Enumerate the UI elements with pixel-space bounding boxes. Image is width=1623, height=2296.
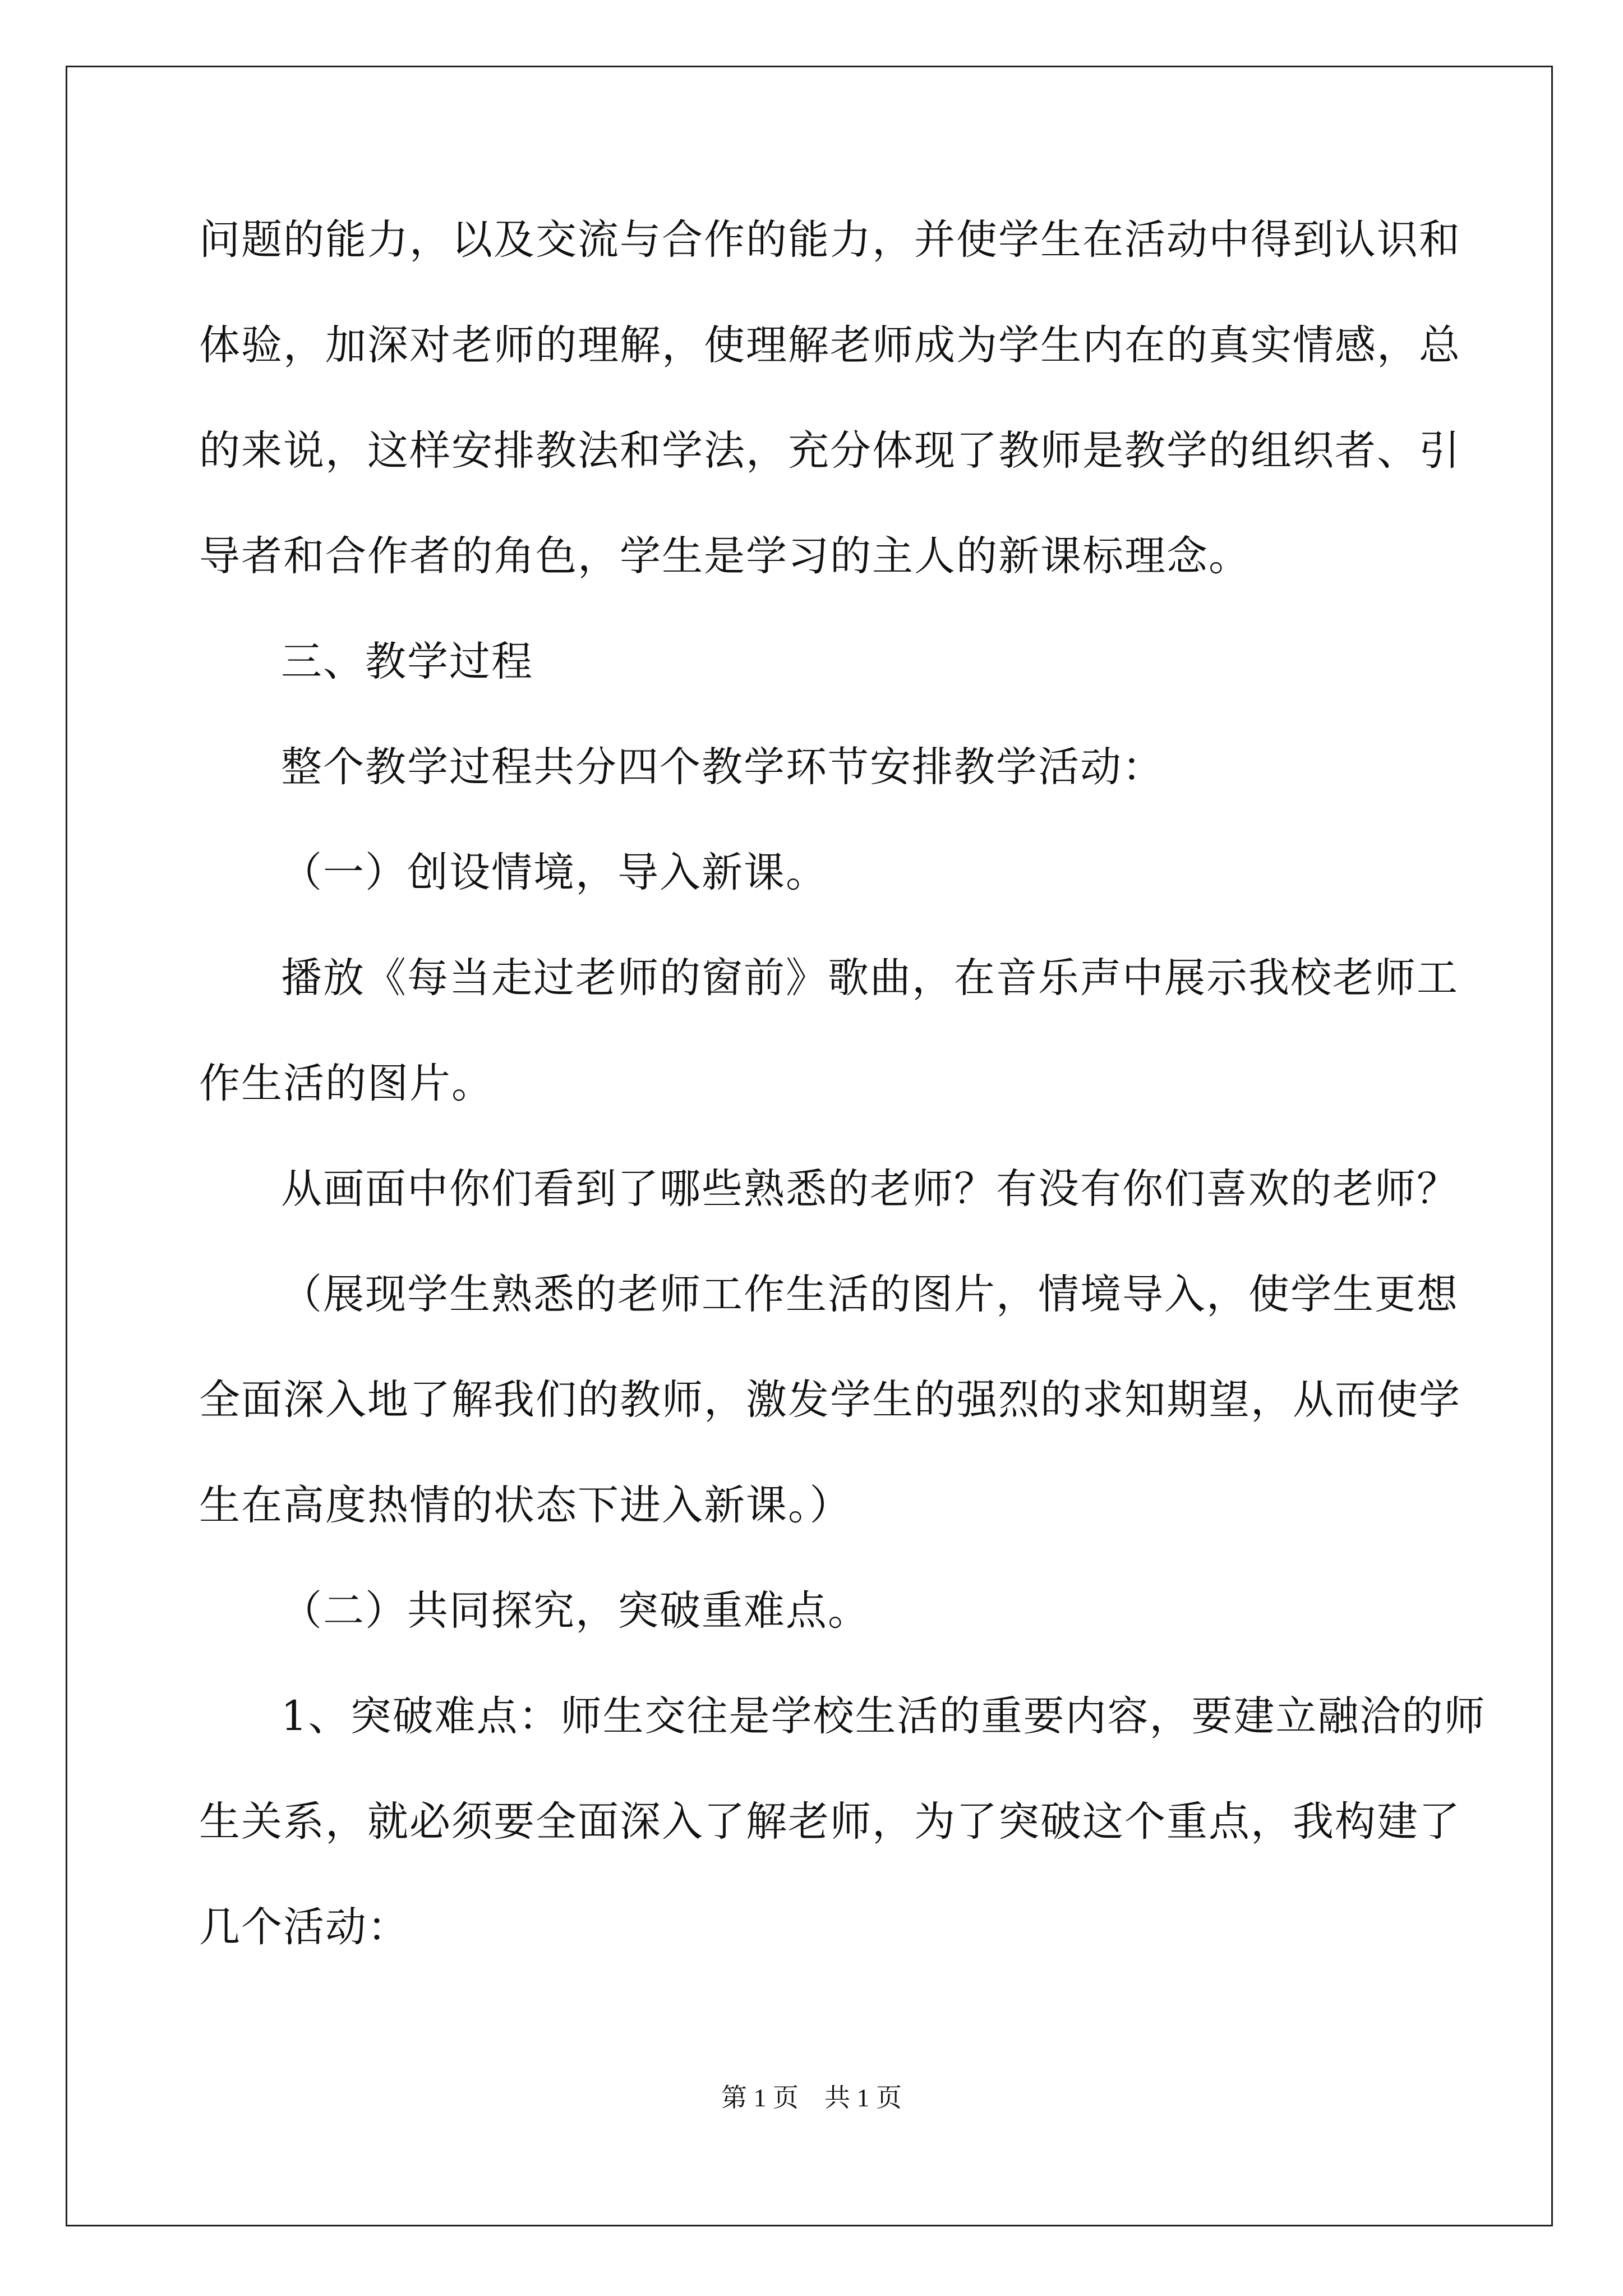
text-line-10: 从画面中你们看到了哪些熟悉的老师？有没有你们喜欢的老师？ xyxy=(281,1165,1459,1213)
text-line-15: 1、突破难点：师生交往是学校生活的重要内容，要建立融洽的师 xyxy=(281,1692,1486,1740)
text-line-9: 作生活的图片。 xyxy=(199,1060,494,1107)
text-line-3: 的来说，这样安排教法和学法，充分体现了教师是教学的组织者、引 xyxy=(199,427,1461,475)
subsection-heading-1: （一）创设情境，导入新课。 xyxy=(281,849,828,896)
text-line-12: 全面深入地了解我们的教师，激发学生的强烈的求知期望，从而使学 xyxy=(199,1376,1461,1424)
text-line-4: 导者和合作者的角色，学生是学习的主人的新课标理念。 xyxy=(199,532,1251,580)
page-number-footer: 第 1 页 共 1 页 xyxy=(721,2083,902,2112)
text-line-1: 问题的能力，以及交流与合作的能力，并使学生在活动中得到认识和 xyxy=(199,216,1461,264)
text-line-6: 整个教学过程共分四个教学环节安排教学活动： xyxy=(281,743,1164,791)
text-line-17: 几个活动： xyxy=(199,1903,409,1951)
text-line-13: 生在高度热情的状态下进入新课。） xyxy=(199,1481,852,1529)
text-line-2: 体验，加深对老师的理解，使理解老师成为学生内在的真实情感，总 xyxy=(199,321,1461,369)
subsection-heading-2: （二）共同探究，突破重难点。 xyxy=(281,1587,870,1635)
section-heading: 三、教学过程 xyxy=(281,638,533,685)
text-line-8: 播放《每当走过老师的窗前》歌曲，在音乐声中展示我校老师工 xyxy=(281,954,1459,1002)
text-line-11: （展现学生熟悉的老师工作生活的图片，情境导入，使学生更想 xyxy=(281,1271,1459,1318)
document-body xyxy=(199,213,1486,2006)
text-line-16: 生关系，就必须要全面深入了解老师，为了突破这个重点，我构建了 xyxy=(199,1798,1461,1846)
